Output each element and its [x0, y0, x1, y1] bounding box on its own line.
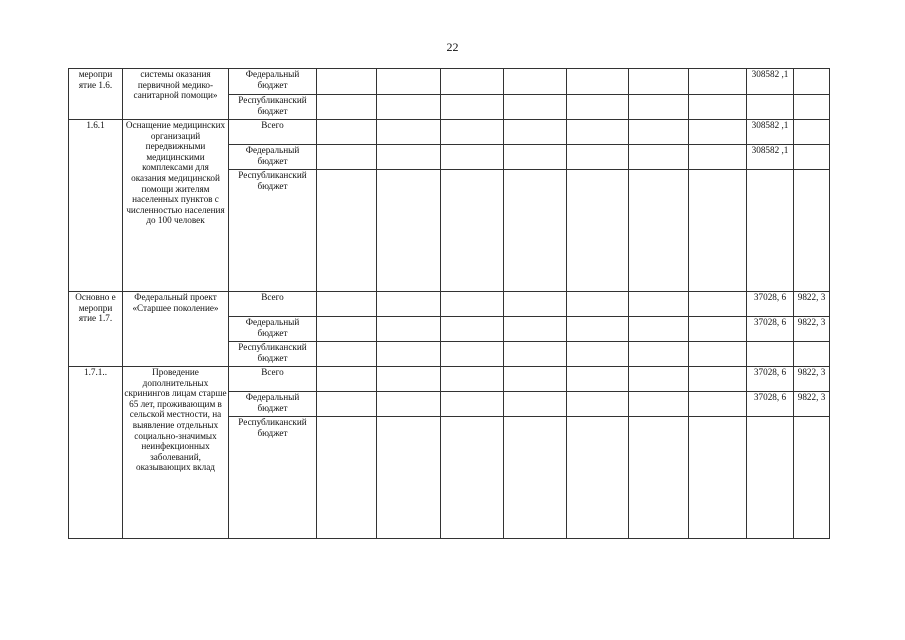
value-cell: 37028, 6: [747, 367, 794, 392]
budget-table: [68, 68, 830, 539]
value-cell: [747, 95, 794, 120]
value-cell: 37028, 6: [747, 317, 794, 342]
value-cell: 37028, 6: [747, 392, 794, 417]
source-total-cell: Всего: [229, 292, 317, 317]
table-row: [69, 292, 830, 317]
source-total-cell: Всего: [229, 367, 317, 392]
value-cell: 9822, 3: [794, 392, 830, 417]
table-row: [69, 120, 830, 145]
row-name-cell: Федеральный проект «Старшее поколение»: [123, 292, 229, 367]
value-cell: 308582 ,1: [747, 69, 794, 95]
value-cell: 37028, 6: [747, 292, 794, 317]
source-republic-cell: Республиканский бюджет: [229, 342, 317, 367]
row-name-cell: системы оказания первичной медико-санитарной помощи»: [123, 69, 229, 120]
row-code-cell: 1.6.1: [69, 120, 123, 292]
source-total-cell: Всего: [229, 120, 317, 145]
value-cell: 308582 ,1: [747, 120, 794, 145]
table-row: [69, 69, 830, 95]
value-cell: 9822, 3: [794, 317, 830, 342]
value-cell: 308582 ,1: [747, 145, 794, 170]
row-code-cell: 1.7.1..: [69, 367, 123, 539]
row-code-cell: Основно е меропри ятие 1.7.: [69, 292, 123, 367]
source-federal-cell: Федеральный бюджет: [229, 145, 317, 170]
page-number: 22: [446, 40, 459, 54]
source-republic-cell: Республиканский бюджет: [229, 95, 317, 120]
source-federal-cell: Федеральный бюджет: [229, 69, 317, 95]
source-republic-cell: Республиканский бюджет: [229, 170, 317, 292]
source-federal-cell: Федеральный бюджет: [229, 317, 317, 342]
row-name-cell: Проведение дополнительных скринингов лицам старше 65 лет, проживающим в сельской местности, на выявление отдельных социально-значимых неинфекционных заболеваний, оказывающих вклад: [123, 367, 229, 539]
source-federal-cell: Федеральный бюджет: [229, 392, 317, 417]
table-row: [69, 367, 830, 392]
value-cell: 9822, 3: [794, 292, 830, 317]
value-cell: 9822, 3: [794, 367, 830, 392]
row-name-cell: Оснащение медицинских организаций передвижными медицинскими комплексами для оказания медицинской помощи жителям населенных пунктов с численностью населения до 100 человек: [123, 120, 229, 292]
source-republic-cell: Республиканский бюджет: [229, 417, 317, 539]
row-code-cell: меропри ятие 1.6.: [69, 69, 123, 120]
